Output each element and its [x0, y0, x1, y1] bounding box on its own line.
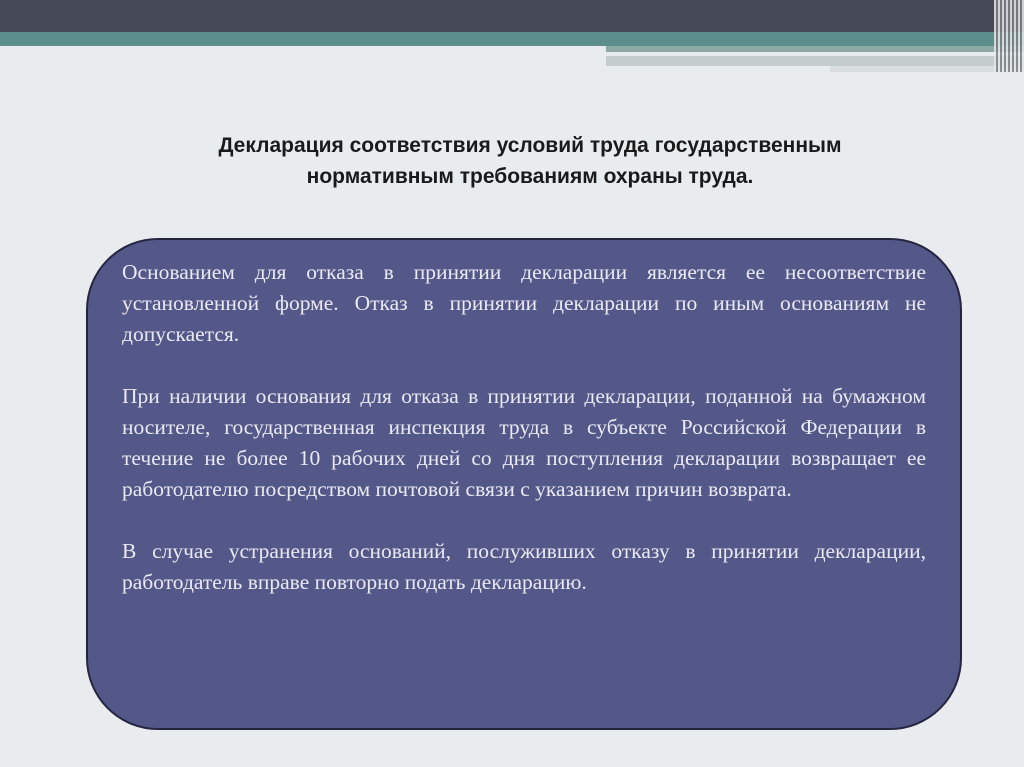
slide-title	[130, 130, 930, 192]
decorative-line	[606, 46, 1024, 52]
accent-line	[0, 32, 1024, 46]
decorative-line	[606, 56, 1024, 66]
slide-title-line-2: нормативным требованиям охраны труда.	[306, 165, 754, 188]
header-band	[0, 0, 1024, 32]
slide-title-line-1: Декларация соответствия условий труда государственным	[218, 134, 842, 157]
decorative-stripes	[994, 0, 1024, 72]
content-box	[86, 238, 962, 730]
paragraph-resubmission: В случае устранения оснований, послуживших отказу в принятии декларации, работодатель вправе повторно подать декларацию.	[122, 539, 926, 594]
paragraph-refusal-grounds: Основанием для отказа в принятии декларации является ее несоответствие установленной форме. Отказ в принятии декларации по иным основаниям не допускается.	[122, 260, 926, 346]
paragraph-return-procedure: При наличии основания для отказа в принятии декларации, поданной на бумажном носителе, государственная инспекция труда в субъекте Российской Федерации в течение не более 10 рабочих дней со дня поступления декларации возвращает ее работодателю посредством почтовой связи с указанием причин возврата.	[122, 384, 926, 501]
